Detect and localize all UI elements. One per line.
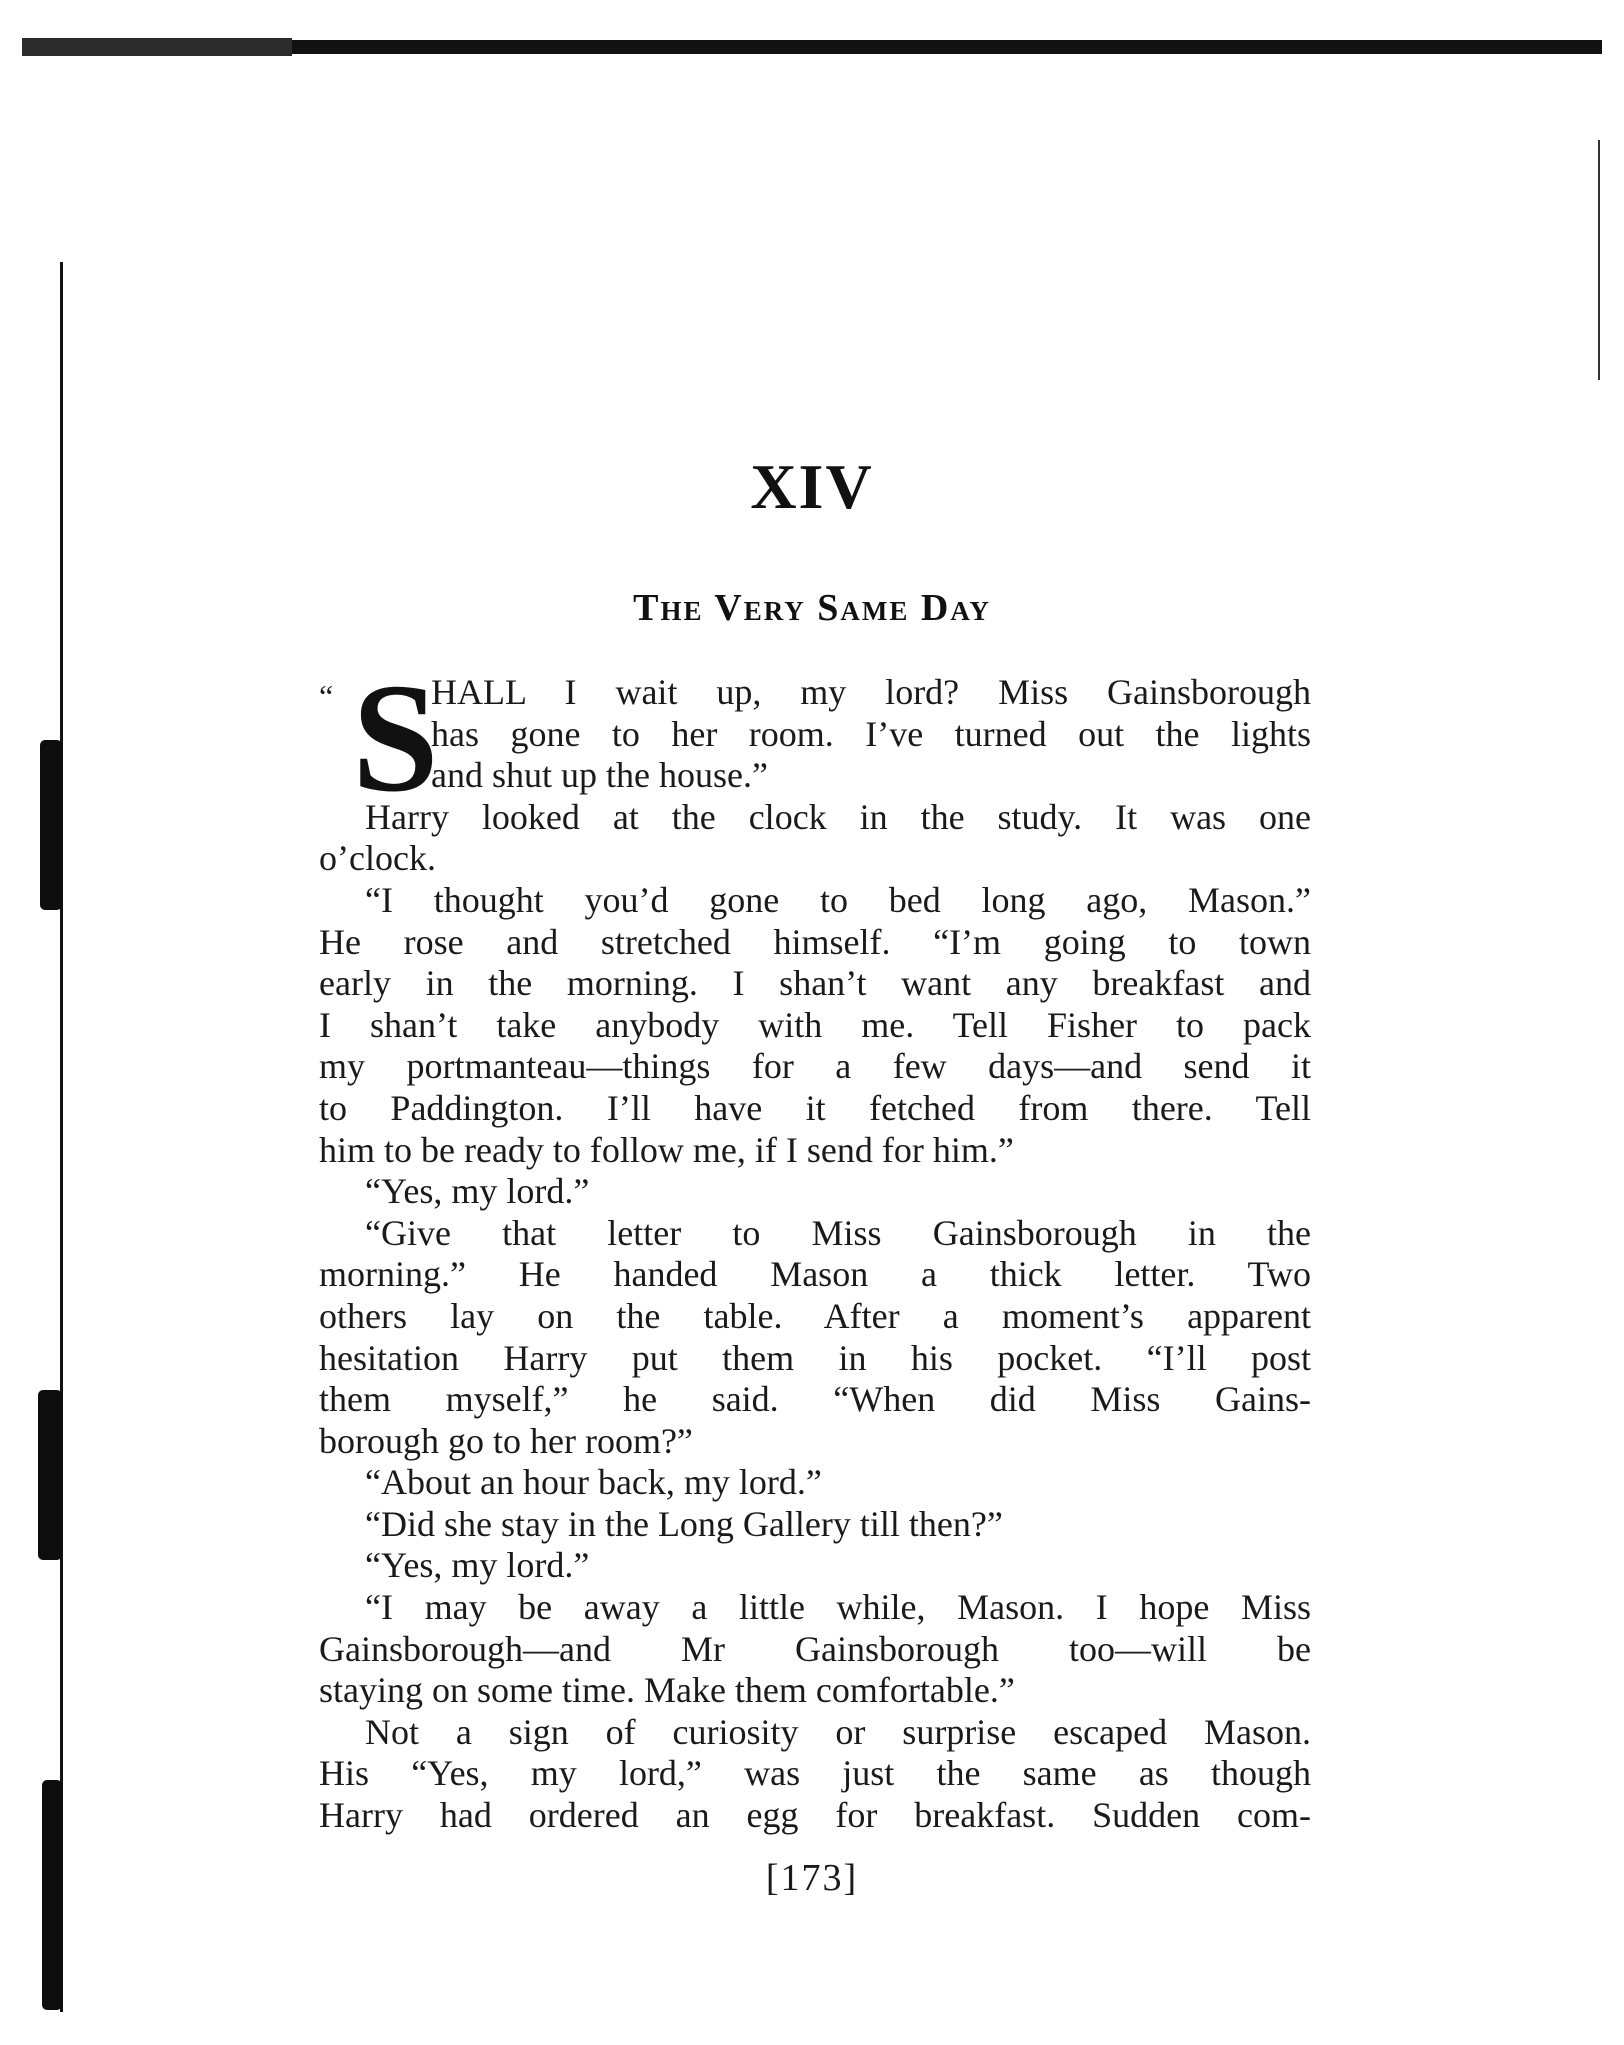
scan-blot [40, 740, 62, 910]
text-line: him to be ready to follow me, if I send for him.” [319, 1129, 1014, 1170]
text-line: “I may be away a little while, Mason. I hope Miss [365, 1587, 1311, 1628]
chapter-number: XIV [750, 451, 874, 522]
text-line: has gone to her room. I’ve turned out the lights [431, 713, 1311, 754]
scan-top-rule-fade [22, 38, 292, 56]
text-line: o’clock. [319, 838, 436, 879]
text-line: borough go to her room?” [319, 1420, 693, 1461]
text-line: them myself,” he said. “When did Miss Gains- [319, 1379, 1311, 1420]
opening-quote: “ [319, 678, 334, 714]
text-line: early in the morning. I shan’t want any breakfast and [319, 963, 1311, 1004]
text-line: staying on some time. Make them comfortable.” [319, 1670, 1015, 1711]
text-line: to Paddington. I’ll have it fetched from there. Tell [319, 1087, 1311, 1128]
text-line: Harry looked at the clock in the study. It was one [365, 796, 1311, 837]
scan-blot [38, 1390, 62, 1560]
text-line: Not a sign of curiosity or surprise escaped Mason. [365, 1711, 1311, 1752]
text-line: hesitation Harry put them in his pocket. “I’ll post [319, 1337, 1311, 1378]
text-line: He rose and stretched himself. “I’m going to town [319, 921, 1311, 962]
text-line: “I thought you’d gone to bed long ago, Mason.” [365, 879, 1311, 920]
text-line: “Give that letter to Miss Gainsborough in the [365, 1212, 1311, 1253]
text-line: “Yes, my lord.” [365, 1545, 590, 1586]
text-line: “Did she stay in the Long Gallery till then?” [365, 1503, 1003, 1544]
text-line: “Yes, my lord.” [365, 1171, 590, 1212]
text-line: “About an hour back, my lord.” [365, 1462, 822, 1503]
text-line: I shan’t take anybody with me. Tell Fisher to pack [319, 1004, 1311, 1045]
text-line: HALL I wait up, my lord? Miss Gainsborough [431, 672, 1311, 712]
text-line: Harry had ordered an egg for breakfast. Sudden com- [319, 1795, 1311, 1836]
drop-cap: S [352, 651, 439, 824]
chapter-title: The Very Same Day [633, 587, 991, 629]
text-line: Gainsborough—and Mr Gainsborough too—will be [319, 1628, 1311, 1669]
body-text [319, 672, 1311, 1837]
page-number: [173] [765, 1857, 859, 1899]
text-line: my portmanteau—things for a few days—and send it [319, 1046, 1311, 1087]
text-line: others lay on the table. After a moment’s apparent [319, 1295, 1311, 1336]
scan-left-rule [60, 262, 63, 2012]
scan-right-rule [1598, 140, 1600, 380]
text-line: His “Yes, my lord,” was just the same as though [319, 1753, 1311, 1794]
text-line: morning.” He handed Mason a thick letter. Two [319, 1254, 1311, 1295]
text-line: and shut up the house.” [431, 755, 768, 796]
